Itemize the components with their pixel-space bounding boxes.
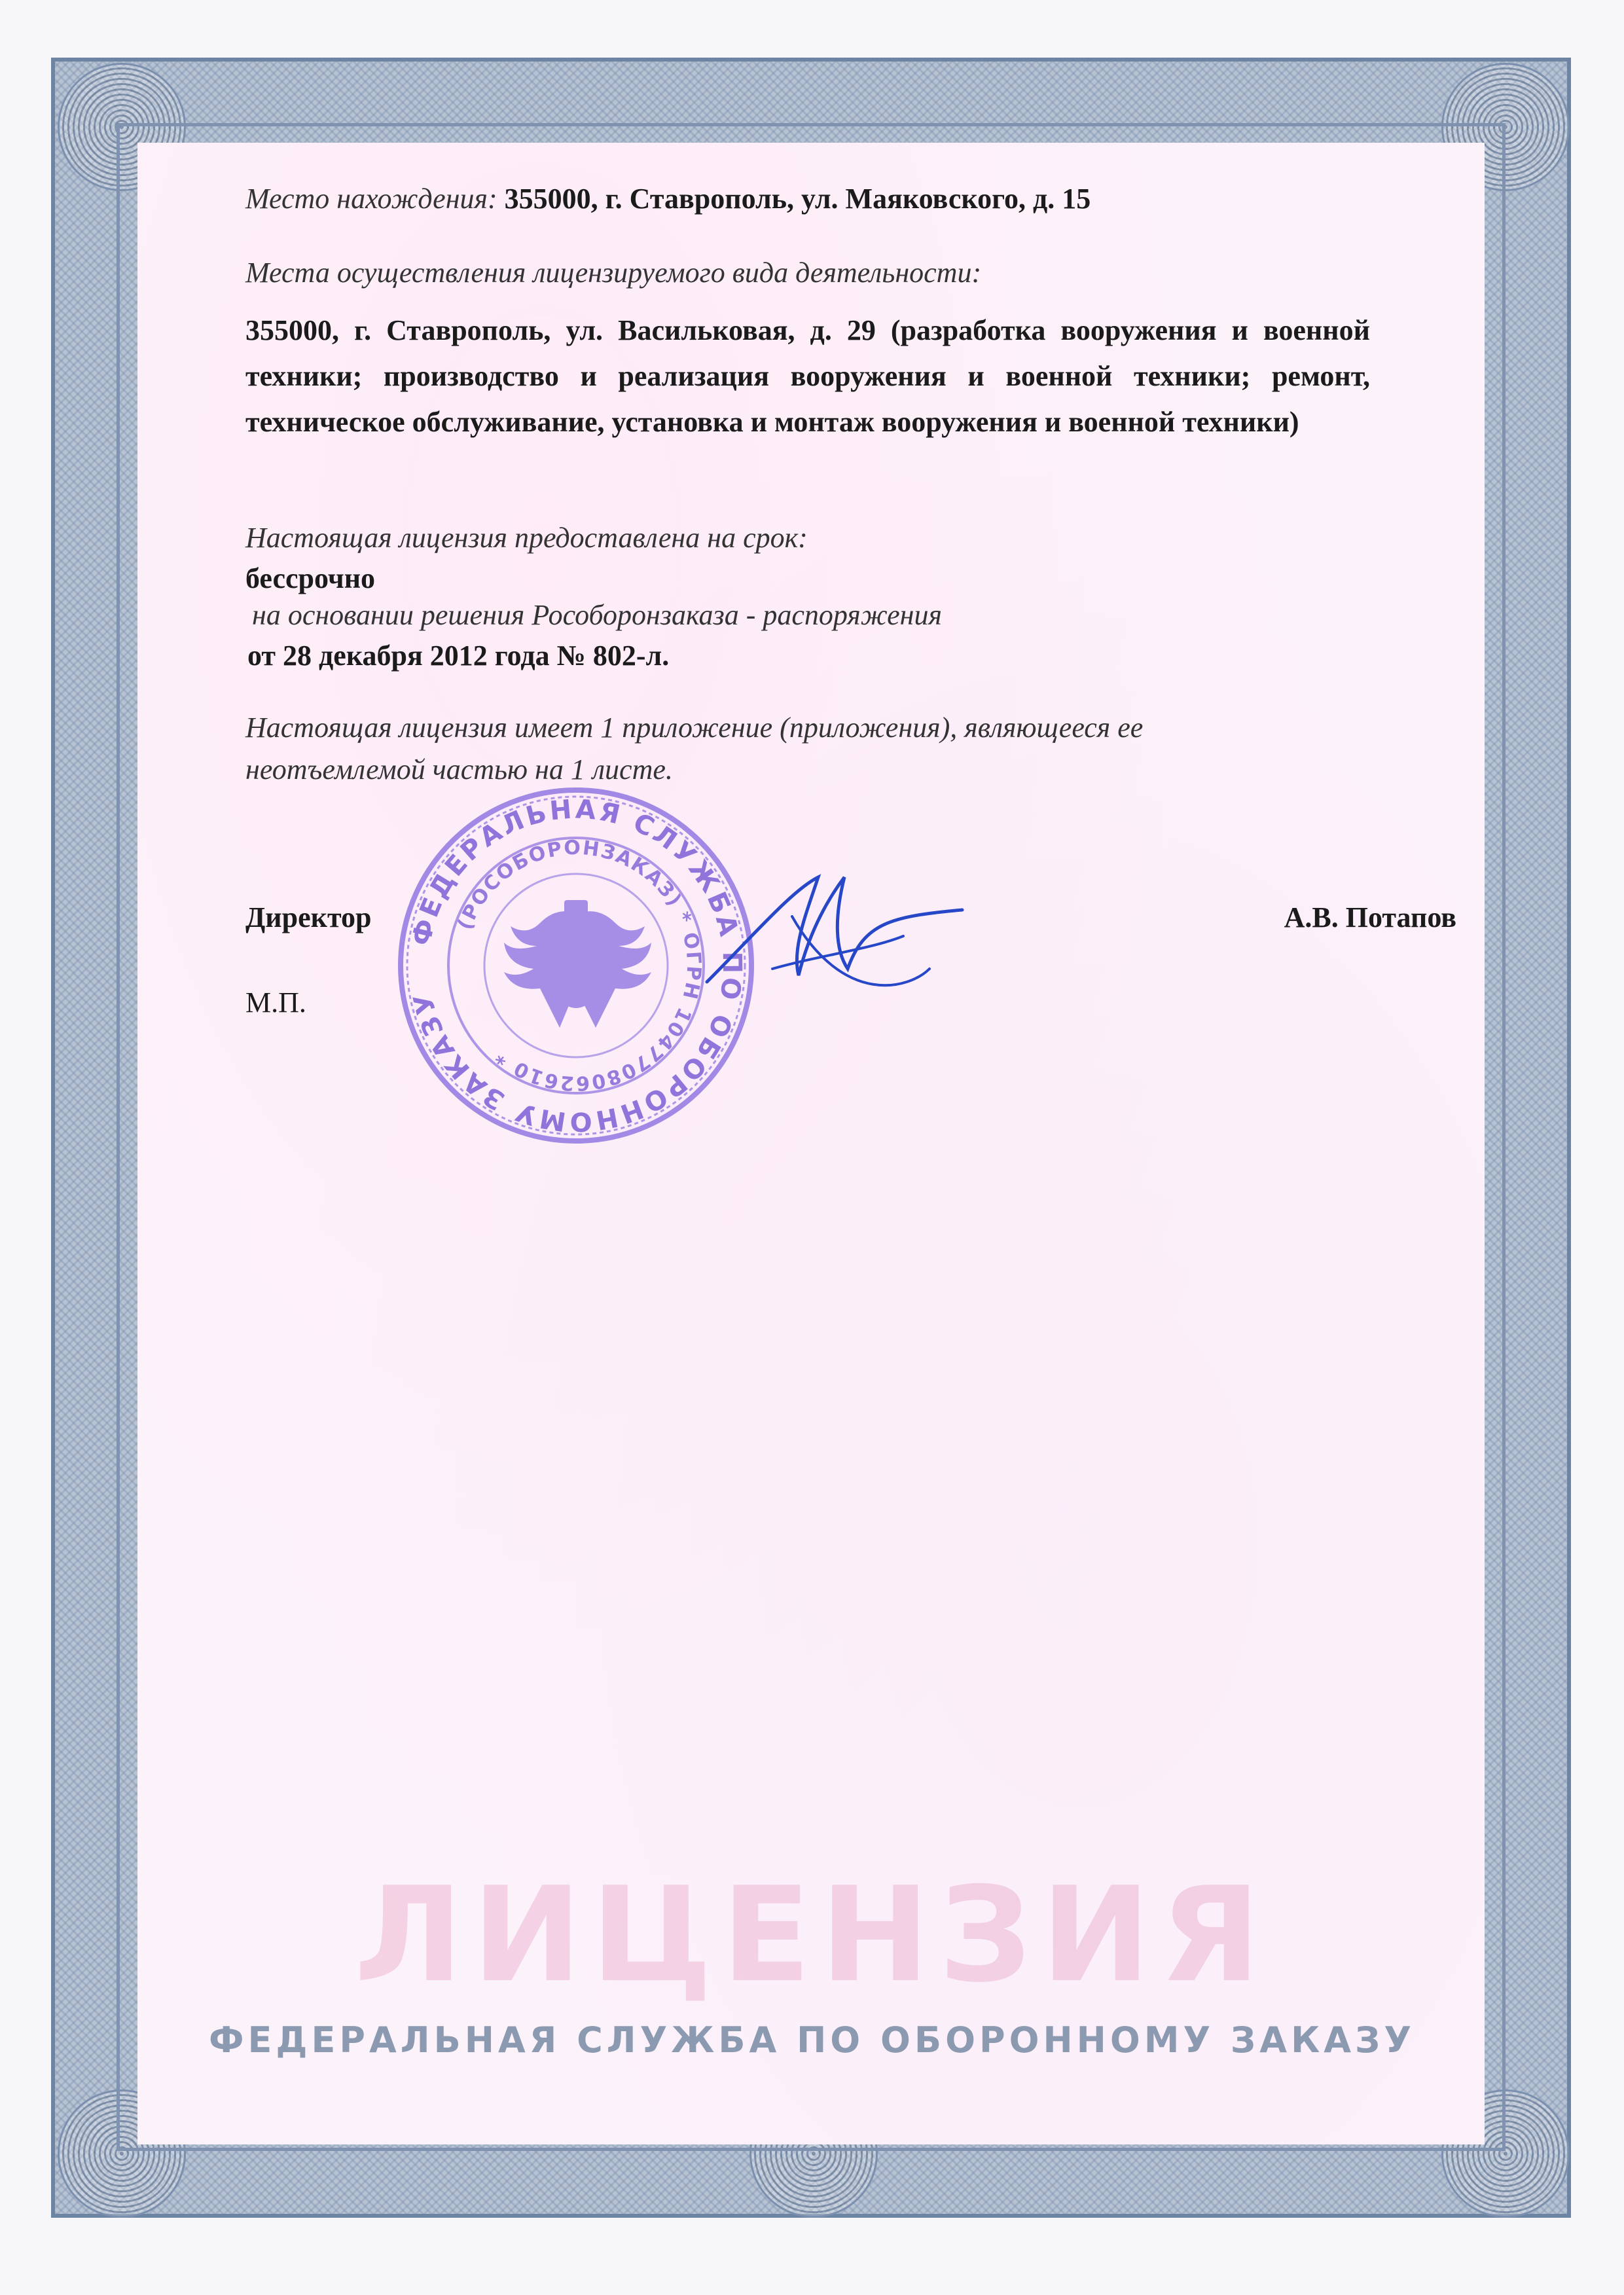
basis-value: от 28 декабря 2012 года № 802-л. (247, 640, 670, 672)
seal-inner-text: (РОСОБОРОНЗАКАЗ) * ОГРН 1047708062610 * (453, 836, 706, 1095)
term-value: бессрочно (245, 562, 376, 594)
location-label: Место нахождения: (245, 183, 497, 215)
stamp-place: М.П. (245, 986, 306, 1019)
seal-outer-text: ФЕДЕРАЛЬНАЯ СЛУЖБА ПО ОБОРОННОМУ ЗАКАЗУ (406, 794, 748, 1137)
annex-note: Настоящая лицензия имеет 1 приложение (приложения), являющееся ее неотъемлемой частью на 1 листе. (245, 712, 1144, 786)
signatory-position: Директор (245, 901, 372, 933)
term-label: Настоящая лицензия предоставлена на срок: (245, 522, 808, 554)
location-value: 355000, г. Ставрополь, ул. Маяковского, д. 15 (504, 183, 1091, 215)
places-value: 355000, г. Ставрополь, ул. Васильковая, д. 29 (разработка вооружения и военной техники; производство и реализация вооружения и военной техники; ремонт, техническое обслуживание, установка и монтаж вооружения и военной техники) (245, 314, 1370, 438)
eagle-emblem (504, 900, 651, 1028)
places-label: Места осуществления лицензируемого вида деятельности: (245, 257, 982, 289)
issuer-footer: ФЕДЕРАЛЬНАЯ СЛУЖБА ПО ОБОРОННОМУ ЗАКАЗУ (208, 2019, 1416, 2061)
signatory-name: А.В. Потапов (1284, 901, 1456, 933)
basis-label: на основании решения Рособоронзаказа - распоряжения (252, 599, 942, 631)
location-line (245, 178, 1091, 220)
signature-graphic (694, 838, 969, 1015)
license-watermark: ЛИЦЕНЗИЯ (354, 1859, 1270, 2012)
